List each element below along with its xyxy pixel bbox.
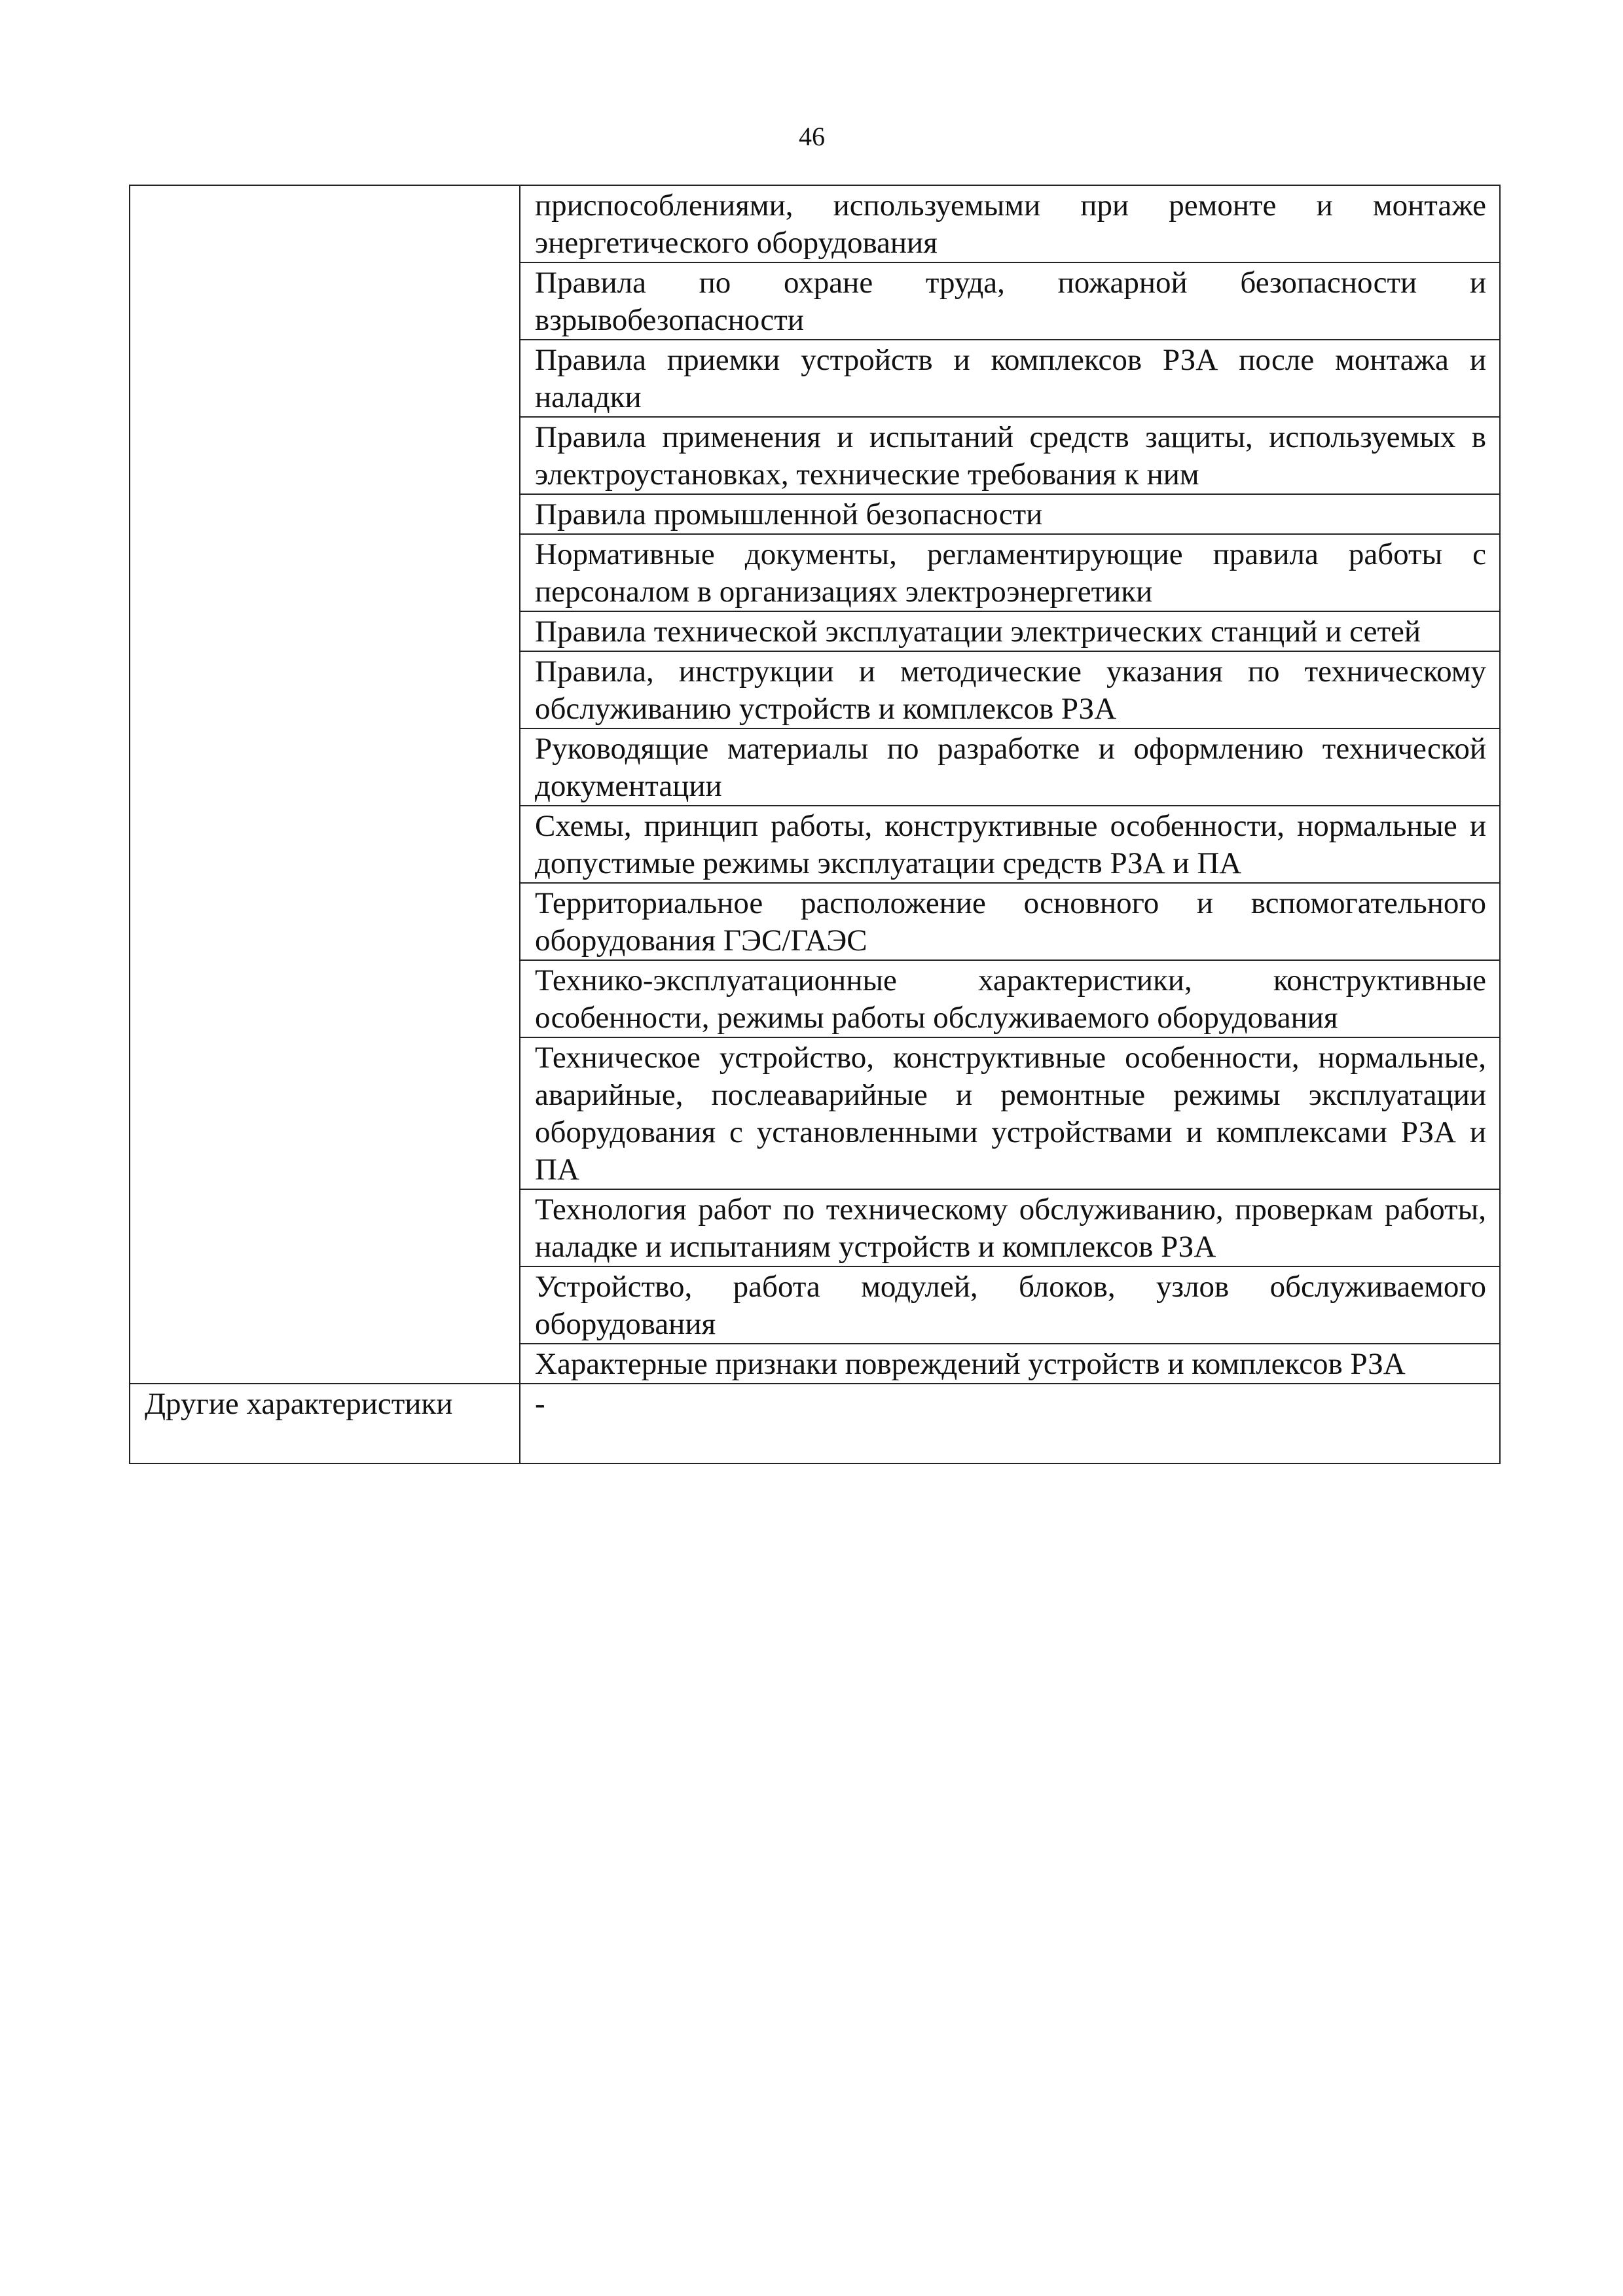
table-cell: Правила приемки устройств и комплексов РЗА после монтажа и наладки — [520, 340, 1500, 417]
table-cell: Техническое устройство, конструктивные особенности, нормальные, аварийные, послеаварийные и ремонтные режимы эксплуатации оборудования с установленными устройствами и комплексами РЗА и ПА — [520, 1037, 1500, 1189]
page-number: 46 — [799, 122, 825, 151]
table-cell: приспособлениями, используемыми при ремонте и монтаже энергетического оборудования — [520, 185, 1500, 262]
table-cell: Правила технической эксплуатации электрических станций и сетей — [520, 611, 1500, 651]
left-column-empty-cell — [130, 185, 520, 1384]
table-row — [130, 185, 1500, 262]
table-cell: Схемы, принцип работы, конструктивные особенности, нормальные и допустимые режимы эксплуатации средств РЗА и ПА — [520, 806, 1500, 883]
table-cell: Нормативные документы, регламентирующие правила работы с персоналом в организациях электроэнергетики — [520, 534, 1500, 611]
table-cell: Устройство, работа модулей, блоков, узлов обслуживаемого оборудования — [520, 1266, 1500, 1344]
table-cell: Технико-эксплуатационные характеристики, конструктивные особенности, режимы работы обслуживаемого оборудования — [520, 960, 1500, 1037]
table-cell: Технология работ по техническому обслуживанию, проверкам работы, наладке и испытаниям устройств и комплексов РЗА — [520, 1189, 1500, 1266]
other-characteristics-value: - — [520, 1384, 1500, 1463]
table-cell: Правила применения и испытаний средств защиты, используемых в электроустановках, технические требования к ним — [520, 417, 1500, 494]
table-cell: Правила по охране труда, пожарной безопасности и взрывобезопасности — [520, 262, 1500, 340]
other-characteristics-label: Другие характеристики — [130, 1384, 520, 1463]
table-row-other-characteristics — [130, 1384, 1500, 1463]
table-cell: Территориальное расположение основного и вспомогательного оборудования ГЭС/ГАЭС — [520, 883, 1500, 960]
table-cell: Правила, инструкции и методические указания по техническому обслуживанию устройств и комплексов РЗА — [520, 651, 1500, 728]
table-cell: Руководящие материалы по разработке и оформлению технической документации — [520, 728, 1500, 806]
table-cell: Правила промышленной безопасности — [520, 494, 1500, 534]
table-cell: Характерные признаки повреждений устройств и комплексов РЗА — [520, 1344, 1500, 1384]
requirements-table — [129, 185, 1501, 1464]
